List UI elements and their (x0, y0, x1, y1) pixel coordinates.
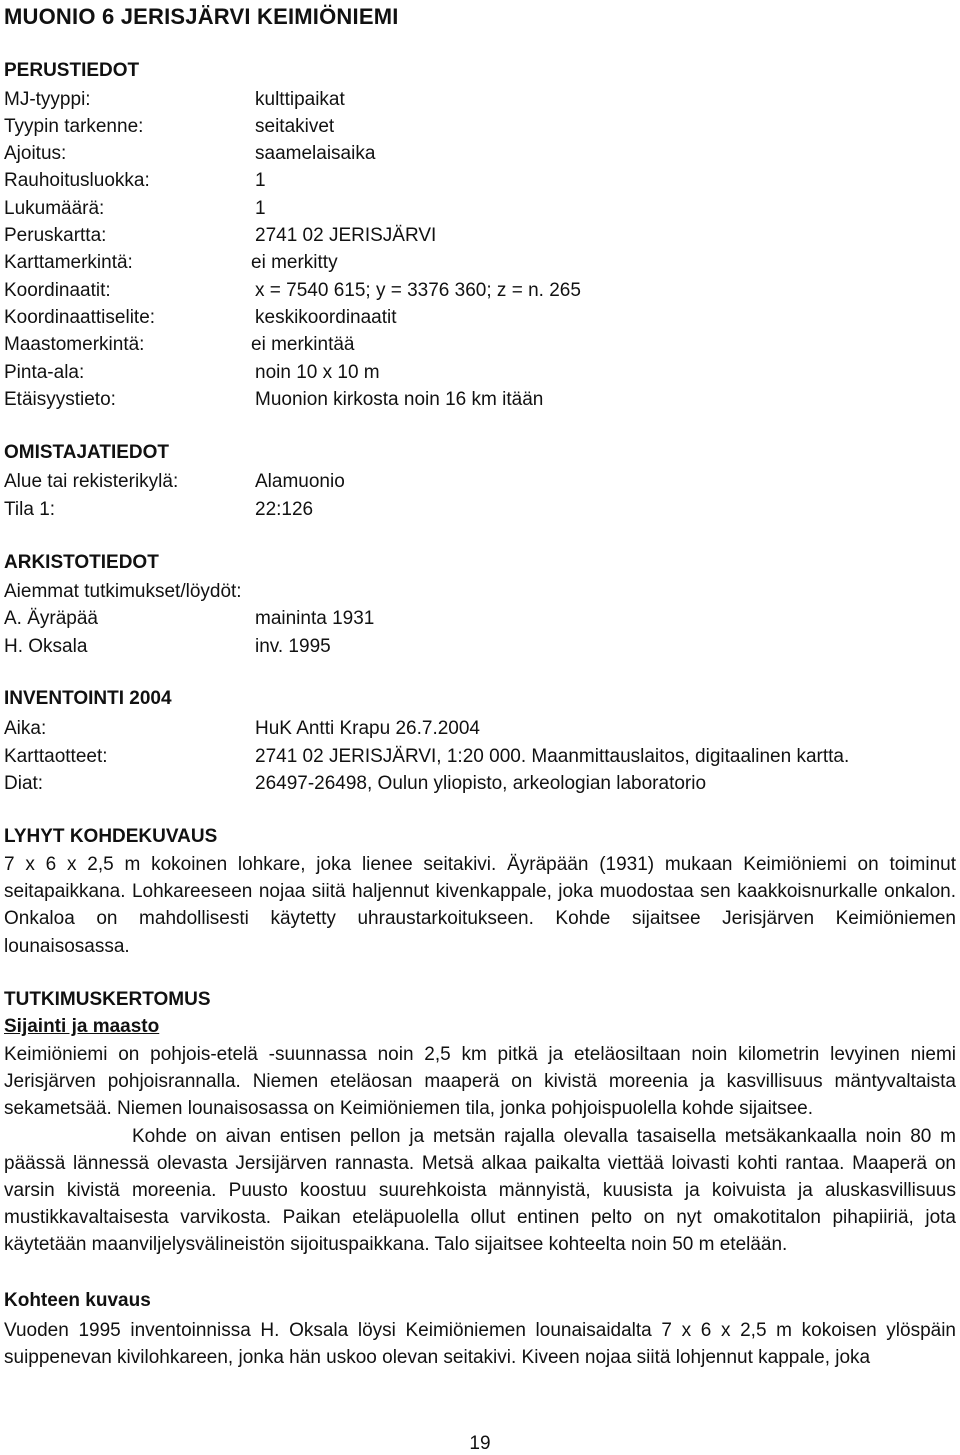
row-label: Ajoitus: (4, 143, 67, 164)
row-value: 22:126 (255, 499, 314, 520)
paragraph-text: 7 x 6 x 2,5 m kokoinen lohkare, joka lienee seitakivi. Äyräpään (1931) mukaan Keimiöniemi on toiminut seitapaikkana. Lohkareeseen nojaa siitä haljennut kivenkappale, joka muodostaa sen kaakkoisnurkalle onkalon. Onkaloa on mahdollisesti käytetty uhraustarkoitukseen. Kohde sijaitsee Jerisjärven Keimiöniemen lounaisosassa. (4, 854, 956, 957)
row-value: kulttipaikat (255, 89, 345, 110)
row-value: 1 (255, 198, 266, 219)
row-value: 1 (255, 170, 266, 191)
row-label: MJ-tyyppi: (4, 89, 91, 110)
page-number: 19 (469, 1433, 491, 1454)
row-label: Tyypin tarkenne: (4, 116, 144, 137)
row-label: Tila 1: (4, 499, 56, 520)
omistajatiedot-heading: OMISTAJATIEDOT (4, 442, 170, 463)
paragraph-text: Keimiöniemi on pohjois-etelä -suunnassa noin 2,5 km pitkä ja eteläosiltaan noin kilometrin levyinen niemi Jerisjärven pohjoisrannalla. Niemen eteläosan maaperä on kivistä moreenia ja kasvillisuus mäntyvaltaista sekametsää. Niemen lounaisosassa on Keimiöniemen tila, jonka pohjoispuolella kohde sijaitsee. (4, 1044, 956, 1120)
paragraph-text: Vuoden 1995 inventoinnissa H. Oksala löysi Keimiöniemen lounaisaidalta 7 x 6 x 2,5 m kokoisen ylöspäin suippenevan kivilohkareen, jonka hän uskoo olevan seitakivi. Kiveen nojaa siitä lohjennut kappale, joka (4, 1320, 956, 1369)
tutkimus-heading: TUTKIMUSKERTOMUS (4, 989, 211, 1010)
row-value: HuK Antti Krapu 26.7.2004 (255, 718, 480, 739)
paragraph-text: Kohde on aivan entisen pellon ja metsän rajalla olevalla tasaisella metsäkankaalla noin 80 m päässä lännessä olevasta Jersijärven rannasta. Metsä alkaa paikalta viettää loivasti kohti rantaa. Maaperä on varsin kivistä moreenia. Puusto koostuu suurehkoista männyistä, kuusista ja koivuista ja aluskasvillisuus mustikkavaltaisesta varvikosta. Paikan eteläpuolella ollut entinen pelto on nyt omakotitalon pihapiiriä, jota käytetään maanviljelysvälineistön sijoituspaikkana. Talo sijaitsee kohteelta noin 50 m etelään. (4, 1125, 956, 1256)
row-label: A. Äyräpää (4, 608, 98, 629)
row-value: Alamuonio (255, 471, 345, 492)
row-label: Peruskartta: (4, 225, 107, 246)
lyhyt-paragraph (4, 851, 956, 960)
kohteen-kuvaus-subheading: Kohteen kuvaus (4, 1290, 151, 1311)
arkisto-subheading: Aiemmat tutkimukset/löydöt: (4, 581, 242, 602)
row-label: H. Oksala (4, 636, 88, 657)
row-value: noin 10 x 10 m (255, 362, 380, 383)
row-label: Lukumäärä: (4, 198, 105, 219)
inventointi-heading: INVENTOINTI 2004 (4, 688, 172, 709)
lyhyt-heading: LYHYT KOHDEKUVAUS (4, 826, 218, 847)
sijainti-subheading: Sijainti ja maasto (4, 1016, 160, 1037)
row-label: Alue tai rekisterikylä: (4, 471, 179, 492)
row-value: maininta 1931 (255, 608, 375, 629)
row-label: Rauhoitusluokka: (4, 170, 150, 191)
row-value: 2741 02 JERISJÄRVI, 1:20 000. Maanmittauslaitos, digitaalinen kartta. (255, 746, 850, 767)
row-label: Pinta-ala: (4, 362, 85, 383)
page-title: MUONIO 6 JERISJÄRVI KEIMIÖNIEMI (4, 4, 399, 29)
row-value: 26497-26498, Oulun yliopisto, arkeologian laboratorio (255, 773, 707, 794)
row-value: ei merkintää (251, 334, 355, 355)
row-label: Maastomerkintä: (4, 334, 145, 355)
row-label: Aika: (4, 718, 47, 739)
sijainti-paragraphs (4, 1041, 956, 1259)
row-label: Karttamerkintä: (4, 252, 133, 273)
row-label: Koordinaattiselite: (4, 307, 156, 328)
row-value: 2741 02 JERISJÄRVI (255, 225, 437, 246)
arkistotiedot-heading: ARKISTOTIEDOT (4, 552, 159, 573)
row-label: Karttaotteet: (4, 746, 108, 767)
row-value: seitakivet (255, 116, 335, 137)
row-value: saamelaisaika (255, 143, 376, 164)
row-value: keskikoordinaatit (255, 307, 397, 328)
perustiedot-heading: PERUSTIEDOT (4, 60, 140, 81)
row-label: Etäisyystieto: (4, 389, 116, 410)
row-label: Koordinaatit: (4, 280, 111, 301)
kuvaus-paragraph (4, 1317, 956, 1371)
row-value: Muonion kirkosta noin 16 km itään (255, 389, 544, 410)
row-value: ei merkitty (251, 252, 338, 273)
row-value: x = 7540 615; y = 3376 360; z = n. 265 (255, 280, 581, 301)
row-value: inv. 1995 (255, 636, 331, 657)
row-label: Diat: (4, 773, 44, 794)
